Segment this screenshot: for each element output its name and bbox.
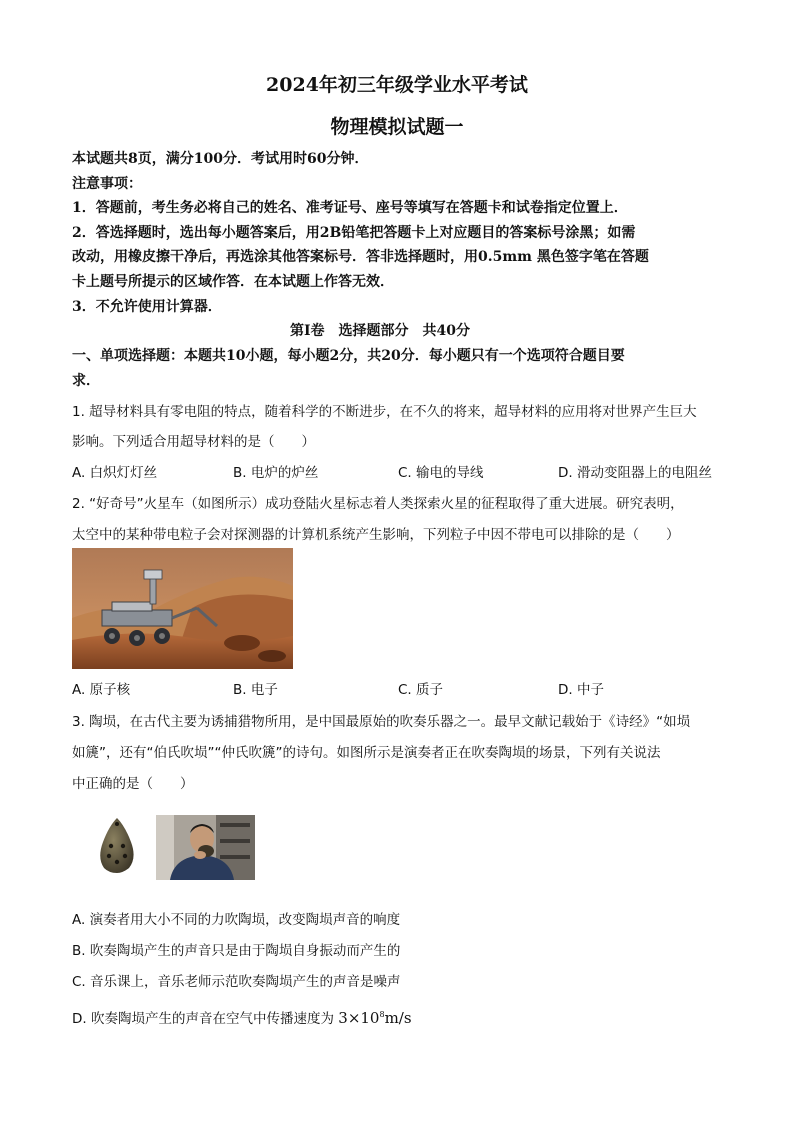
part1-heading: 第Ⅰ卷 选择题部分 共40分: [290, 323, 471, 339]
q1-option-d: D. 滑动变阻器上的电阻丝: [558, 465, 712, 481]
intro-line: 本试题共8页，满分100分．考试用时60分钟．: [72, 151, 369, 167]
q2-option-b: B. 电子: [233, 682, 278, 698]
xun-instrument-image: [95, 816, 139, 874]
q3-option-a: A. 演奏者用大小不同的力吹陶埙，改变陶埙声音的响度: [72, 912, 401, 928]
speed-exponent: 8: [379, 1010, 385, 1019]
q1-option-b: B. 电炉的炉丝: [233, 465, 319, 481]
q3-speed-value: [338, 1009, 411, 1027]
speed-unit: m/s: [384, 1009, 412, 1027]
q2-option-a: A. 原子核: [72, 682, 131, 698]
q2-option-c: C. 质子: [398, 682, 444, 698]
section-heading-line-2: 求．: [72, 373, 100, 389]
q3-option-d: [72, 1007, 412, 1027]
q2-option-d: D. 中子: [558, 682, 604, 698]
q1-option-a: A. 白炽灯灯丝: [72, 465, 158, 481]
notice-item-2-line-2: 改动，用橡皮擦干净后，再选涂其他答案标号．答非选择题时，用0.5mm 黑色签字笔在答题: [72, 249, 649, 265]
notice-item-1: 1．答题前，考生务必将自己的姓名、准考证号、座号等填写在答题卡和试卷指定位置上．: [72, 200, 628, 216]
speed-base: 3×10: [338, 1009, 380, 1027]
notice-item-2-line-3: 卡上题号所提示的区域作答．在本试题上作答无效．: [72, 274, 394, 290]
q3-stem-line-2: 如篪”，还有“伯氏吹埙”“仲氏吹篪”的诗句。如图所示是演奏者正在吹奏陶埙的场景，下列有关说法: [72, 745, 661, 761]
q2-stem-line-1: 2. “好奇号”火星车（如图所示）成功登陆火星标志着人类探索火星的征程取得了重大进展。研究表明，: [72, 496, 684, 512]
q1-option-c: C. 输电的导线: [398, 465, 484, 481]
notice-item-3: 3．不允许使用计算器．: [72, 299, 222, 315]
performer-photo: [156, 815, 255, 880]
q3-option-b: B. 吹奏陶埙产生的声音只是由于陶埙自身振动而产生的: [72, 943, 401, 959]
q1-stem-line-2: 影响。下列适合用超导材料的是（ ）: [72, 434, 315, 450]
section-heading-line-1: 一、单项选择题：本题共10小题，每小题2分，共20分．每小题只有一个选项符合题目要: [72, 348, 625, 364]
exam-title: 2024年初三年级学业水平考试: [266, 74, 528, 96]
exam-subtitle: 物理模拟试题一: [330, 116, 464, 138]
q3-stem-line-3: 中正确的是（ ）: [72, 776, 194, 792]
notice-label: 注意事项：: [72, 176, 142, 192]
notice-item-2-line-1: 2．答选择题时，选出每小题答案后，用2B铅笔把答题卡上对应题目的答案标号涂黑；如需: [72, 225, 636, 241]
mars-rover-image: [72, 548, 293, 669]
q3-stem-line-1: 3. 陶埙，在古代主要为诱捕猎物所用，是中国最原始的吹奏乐器之一。最早文献记载始于《诗经》“如埙: [72, 714, 691, 730]
q3-option-c: C. 音乐课上，音乐老师示范吹奏陶埙产生的声音是噪声: [72, 974, 401, 990]
q2-stem-line-2: 太空中的某种带电粒子会对探测器的计算机系统产生影响，下列粒子中因不带电可以排除的是（ ）: [72, 527, 680, 543]
q1-stem-line-1: 1. 超导材料具有零电阻的特点，随着科学的不断进步，在不久的将来，超导材料的应用将对世界产生巨大: [72, 404, 697, 420]
q3-option-d-text: D. 吹奏陶埙产生的声音在空气中传播速度为: [72, 1011, 334, 1027]
